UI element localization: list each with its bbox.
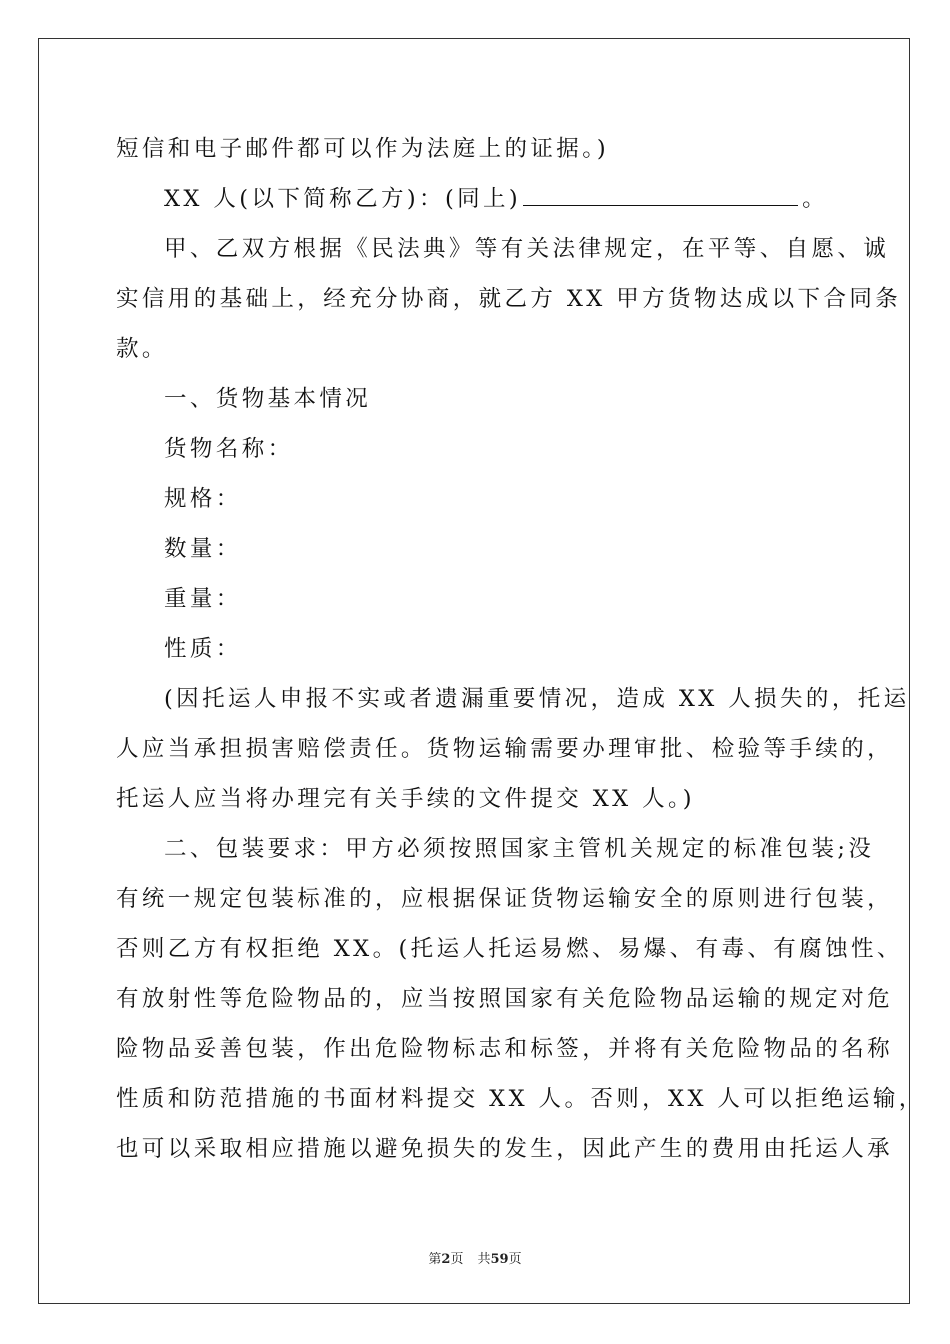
text-line: 人应当承担损害赔偿责任。货物运输需要办理审批、检验等手续的，	[116, 736, 894, 762]
text-line: 否则乙方有权拒绝 XX。(托运人托运易燃、易爆、有毒、有腐蚀性、	[116, 936, 903, 962]
field-label: 规格：	[164, 486, 242, 512]
field-label: 性质：	[164, 636, 242, 662]
fill-in-blank	[523, 179, 798, 206]
field-label: 数量：	[164, 536, 242, 562]
text-line: 实信用的基础上，经充分协商，就乙方 XX 甲方货物达成以下合同条	[116, 286, 902, 312]
section-heading: 一、货物基本情况	[164, 386, 372, 412]
text-line: 性质和防范措施的书面材料提交 XX 人。否则，XX 人可以拒绝运输，	[116, 1086, 925, 1112]
text-line: 险物品妥善包装，作出危险物标志和标签，并将有关危险物品的名称	[116, 1036, 894, 1062]
document-body	[116, 124, 925, 1174]
text-line: 有统一规定包装标准的，应根据保证货物运输安全的原则进行包装，	[116, 886, 894, 912]
text-line: 有放射性等危险物品的，应当按照国家有关危险物品运输的规定对危	[116, 986, 894, 1012]
page-prefix: 第	[428, 1252, 442, 1267]
page-suffix: 页	[450, 1252, 464, 1267]
section-heading: 二、包装要求：甲方必须按照国家主管机关规定的标准包装;没	[164, 836, 875, 862]
total-suffix: 页	[508, 1252, 522, 1267]
page-number: 2	[441, 1252, 451, 1267]
text-line: (因托运人申报不实或者遗漏重要情况，造成 XX 人损失的，托运	[164, 686, 910, 712]
total-pages: 59	[490, 1252, 509, 1267]
text-line: 款。	[116, 336, 168, 362]
page-footer	[0, 1248, 950, 1267]
text-line: 也可以采取相应措施以避免损失的发生，因此产生的费用由托运人承	[116, 1136, 894, 1162]
text-line: 托运人应当将办理完有关手续的文件提交 XX 人。)	[116, 786, 695, 812]
field-label: 重量：	[164, 586, 242, 612]
text-line: 甲、乙双方根据《民法典》等有关法律规定，在平等、自愿、诚	[164, 236, 890, 262]
total-prefix: 共	[477, 1252, 491, 1267]
text-line: 短信和电子邮件都可以作为法庭上的证据。)	[116, 136, 610, 162]
text-line: XX 人(以下简称乙方)：(同上) 。	[116, 174, 836, 224]
field-label: 货物名称：	[164, 436, 294, 462]
